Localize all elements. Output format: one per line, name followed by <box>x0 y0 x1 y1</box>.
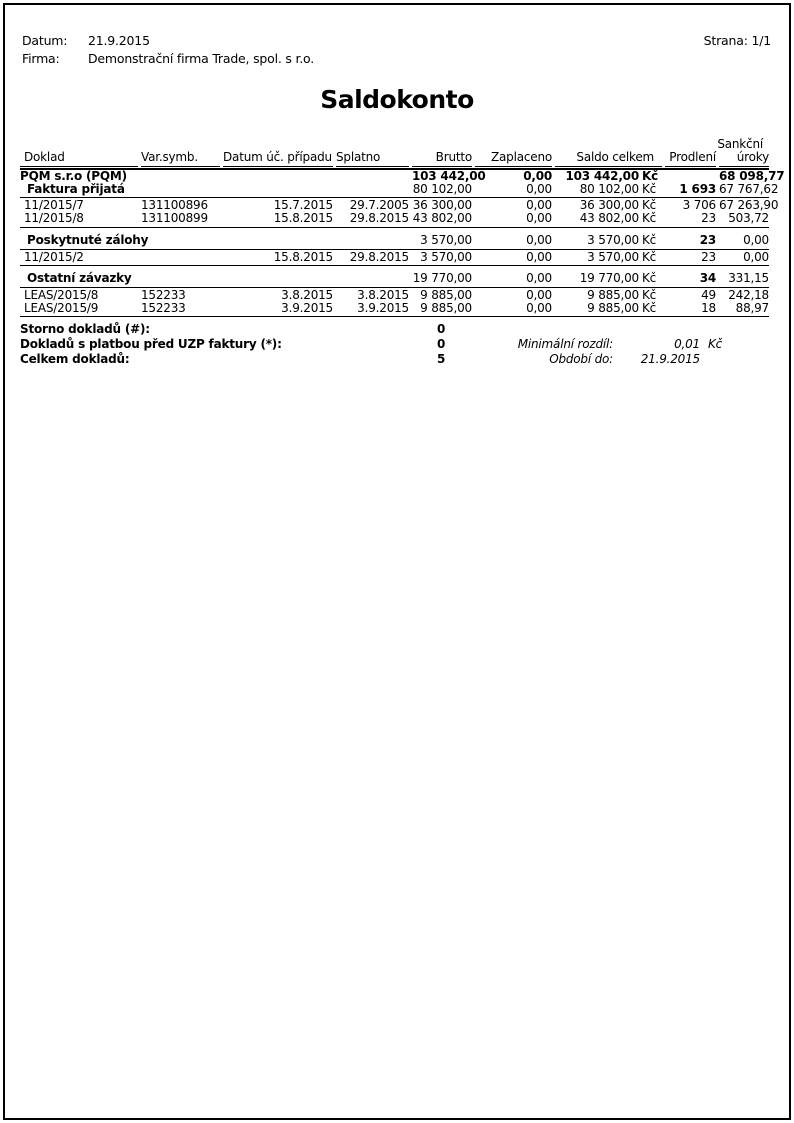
cell-doklad: 11/2015/2 <box>24 249 84 264</box>
table-row <box>20 302 769 315</box>
cell-uroky: 67 767,62 <box>719 181 779 196</box>
cell-brutto: 19 770,00 <box>412 271 472 286</box>
cell-brutto: 103 442,00 <box>412 169 486 183</box>
col-header-doklad: Doklad <box>20 151 138 167</box>
col-header-brutto: Brutto <box>412 151 472 167</box>
cell-uroky: 67 263,90 <box>719 198 779 213</box>
storno-value: 0 <box>437 322 446 337</box>
cell-brutto: 43 802,00 <box>412 211 472 226</box>
cell-uroky: 88,97 <box>735 300 769 315</box>
meta-date-row <box>22 32 772 50</box>
cell-zaplaceno: 0,00 <box>526 211 552 226</box>
table-row <box>20 181 779 196</box>
page-number: Strana: 1/1 <box>703 33 771 48</box>
cell-datum: 15.7.2015 <box>273 198 333 213</box>
balance-table <box>20 137 785 317</box>
separator-line <box>20 227 769 228</box>
date-value: 21.9.2015 <box>88 33 150 48</box>
cell-saldo: 103 442,00 <box>565 169 639 183</box>
table-header-row <box>20 151 769 167</box>
cell-doklad: 11/2015/7 <box>24 198 84 213</box>
uzp-value: 0 <box>437 337 446 352</box>
report-meta <box>22 32 772 68</box>
summary-row-celkem <box>20 352 769 367</box>
cell-prodleni: 23 <box>701 249 716 264</box>
cell-zaplaceno: 0,00 <box>526 287 552 302</box>
cell-splatno: 29.8.2015 <box>349 211 409 226</box>
table-body <box>20 169 785 317</box>
cell-uroky: 242,18 <box>728 287 769 302</box>
cell-currency: Kč <box>642 249 657 264</box>
cell-splatno: 29.8.2015 <box>349 249 409 264</box>
table-row <box>20 212 769 225</box>
cell-prodleni: 1 693 <box>679 181 716 196</box>
cell-saldo: 80 102,00 <box>579 181 639 196</box>
cell-uroky: 503,72 <box>728 211 769 226</box>
col-header-uroky: úroky <box>719 151 769 167</box>
cell-currency: Kč <box>642 198 657 213</box>
cell-doklad: 11/2015/8 <box>24 211 84 226</box>
cell-brutto: 9 885,00 <box>420 287 472 302</box>
summary-right-label-empty <box>468 322 613 337</box>
cell-saldo: 9 885,00 <box>587 300 639 315</box>
cell-varsymb: 152233 <box>141 287 186 302</box>
uzp-label: Dokladů s platbou před UZP faktury (*): <box>20 337 282 352</box>
cell-prodleni: 18 <box>701 300 716 315</box>
cell-datum: 15.8.2015 <box>273 211 333 226</box>
cell-splatno: 3.9.2015 <box>357 300 409 315</box>
table-row <box>20 272 769 285</box>
col-header-zaplaceno: Zaplaceno <box>475 151 552 167</box>
cell-zaplaceno: 0,00 <box>526 300 552 315</box>
cell-saldo: 9 885,00 <box>587 287 639 302</box>
obdobi-do-value: 21.9.2015 <box>640 352 700 367</box>
cell-saldo: 3 570,00 <box>587 232 639 247</box>
cell-prodleni: 49 <box>701 287 716 302</box>
celkem-label: Celkem dokladů: <box>20 352 130 367</box>
cell-varsymb: 131100896 <box>141 198 208 213</box>
separator-line <box>20 265 769 266</box>
summary-block <box>20 322 769 367</box>
cell-zaplaceno: 0,00 <box>526 232 552 247</box>
cell-doklad: LEAS/2015/8 <box>24 287 99 302</box>
cell-splatno: 3.8.2015 <box>357 287 409 302</box>
cell-doklad: LEAS/2015/9 <box>24 300 99 315</box>
cell-currency: Kč <box>642 300 657 315</box>
cell-zaplaceno: 0,00 <box>526 271 552 286</box>
cell-doklad: Poskytnuté zálohy <box>27 232 149 247</box>
table-pre-header-row <box>20 138 769 151</box>
table-row <box>20 289 769 302</box>
cell-uroky: 331,15 <box>728 271 769 286</box>
cell-datum: 3.9.2015 <box>281 300 333 315</box>
cell-datum: 15.8.2015 <box>273 249 333 264</box>
cell-varsymb: 131100899 <box>141 211 208 226</box>
cell-prodleni: 3 706 <box>682 198 716 213</box>
summary-suffix-empty <box>700 322 740 337</box>
summary-row-storno <box>20 322 769 337</box>
meta-company-row <box>22 50 772 68</box>
cell-currency: Kč <box>642 232 657 247</box>
celkem-value: 5 <box>437 352 446 367</box>
cell-saldo: 43 802,00 <box>579 211 639 226</box>
report-title: Saldokonto <box>320 85 474 114</box>
min-diff-label: Minimální rozdíl: <box>517 337 613 352</box>
col-header-sankcni: Sankční <box>717 137 763 151</box>
cell-brutto: 3 570,00 <box>420 249 472 264</box>
cell-zaplaceno: 0,00 <box>523 169 552 183</box>
cell-doklad: Ostatní závazky <box>27 271 132 286</box>
company-value: Demonstrační firma Trade, spol. s r.o. <box>88 51 315 66</box>
cell-doklad: Faktura přijatá <box>27 181 125 196</box>
date-label: Datum: <box>22 33 68 48</box>
cell-saldo: 19 770,00 <box>579 271 639 286</box>
cell-zaplaceno: 0,00 <box>526 198 552 213</box>
cell-uroky: 0,00 <box>743 232 769 247</box>
summary-right-value-empty <box>613 322 700 337</box>
cell-saldo: 36 300,00 <box>579 198 639 213</box>
cell-currency: Kč <box>642 287 657 302</box>
cell-prodleni: 23 <box>701 211 716 226</box>
cell-prodleni: 34 <box>699 271 716 286</box>
storno-label: Storno dokladů (#): <box>20 322 150 337</box>
cell-currency: Kč <box>642 169 659 183</box>
cell-varsymb: 152233 <box>141 300 186 315</box>
col-header-splatno: Splatno <box>336 151 409 167</box>
separator-line <box>20 316 769 317</box>
report-page <box>3 3 791 1120</box>
col-header-datum: Datum úč. případu <box>223 151 333 167</box>
cell-uroky: 68 098,77 <box>719 169 785 183</box>
table-row <box>20 251 769 264</box>
table-row <box>20 234 769 247</box>
cell-brutto: 80 102,00 <box>412 181 472 196</box>
col-header-saldo: Saldo celkem <box>555 151 662 167</box>
cell-brutto: 9 885,00 <box>420 300 472 315</box>
cell-uroky: 0,00 <box>743 249 769 264</box>
obdobi-do-label: Období do: <box>549 352 613 367</box>
cell-zaplaceno: 0,00 <box>526 181 552 196</box>
min-diff-value: 0,01 <box>674 337 700 352</box>
cell-prodleni: 23 <box>699 232 716 247</box>
cell-splatno: 29.7.2005 <box>349 198 409 213</box>
cell-brutto: 36 300,00 <box>412 198 472 213</box>
cell-currency: Kč <box>642 181 657 196</box>
cell-zaplaceno: 0,00 <box>526 249 552 264</box>
obdobi-do-suffix <box>700 352 740 367</box>
table-row <box>20 169 785 183</box>
cell-doklad: PQM s.r.o (PQM) <box>20 169 127 183</box>
cell-brutto: 3 570,00 <box>420 232 472 247</box>
cell-datum: 3.8.2015 <box>281 287 333 302</box>
cell-currency: Kč <box>642 211 657 226</box>
col-header-varsymb: Var.symb. <box>141 151 220 167</box>
cell-currency: Kč <box>642 271 657 286</box>
col-header-prodleni: Prodlení <box>665 151 716 167</box>
company-label: Firma: <box>22 51 60 66</box>
min-diff-currency: Kč <box>708 337 723 352</box>
summary-row-uzp <box>20 337 769 352</box>
cell-saldo: 3 570,00 <box>587 249 639 264</box>
